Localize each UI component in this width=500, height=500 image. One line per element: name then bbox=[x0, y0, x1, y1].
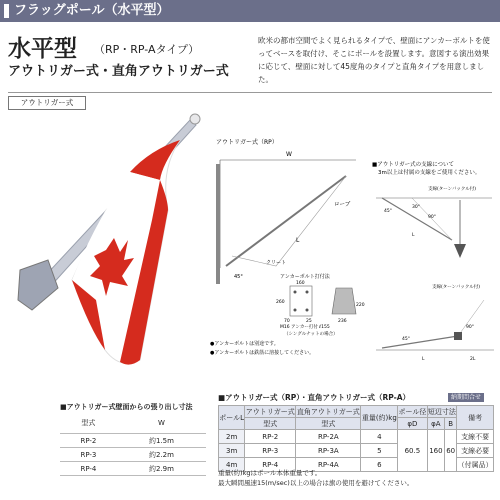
footnote-weight: 重量(約)kgはポール本体重量です。 bbox=[218, 469, 322, 477]
table-row bbox=[60, 434, 206, 448]
length-cell: 4m bbox=[219, 458, 245, 472]
footnote-wind: 最大瞬間風速15(m/sec)以上の場合は旗の使用を避けてください。 bbox=[218, 479, 414, 487]
guy-label-2: 支線(ターンバックル付) bbox=[432, 285, 480, 290]
overhang-col-w: W bbox=[117, 413, 206, 434]
page-title: 水平型 bbox=[8, 36, 77, 62]
overhang-col-model: 型式 bbox=[60, 413, 117, 434]
rp-model-cell: RP-2 bbox=[245, 430, 296, 444]
col-rp-model: 型式 bbox=[245, 418, 296, 430]
angle-45-label: 45° bbox=[234, 274, 243, 280]
2l-label: 2L bbox=[470, 357, 476, 362]
col-pole-dia: ポール径 bbox=[398, 407, 427, 416]
anchor-plate-front bbox=[290, 286, 312, 316]
col-a: φA bbox=[427, 418, 445, 430]
dim-25: 25 bbox=[306, 319, 312, 324]
wall-bracket bbox=[18, 260, 58, 310]
guy-label: 支線(ターンバックル付) bbox=[428, 187, 476, 192]
l-label: L bbox=[296, 237, 300, 244]
overhang-table-title: ■アウトリガー式壁面からの張り出し寸法 bbox=[60, 403, 193, 411]
angle-45-bottom: 45° bbox=[402, 337, 410, 342]
note-anchor-weld: ●アンカーボルトは鉄筋に溶接してください。 bbox=[210, 350, 315, 356]
dim-260: 260 bbox=[276, 300, 285, 305]
rp-model-cell: RP-3 bbox=[245, 444, 296, 458]
header-marker bbox=[4, 4, 9, 18]
a-cell: 160 bbox=[427, 430, 445, 472]
guy-wire-diagram bbox=[372, 160, 498, 370]
description-text: 欧米の都市空間でよく見られるタイプで、壁面にアンカーボルトを使ってベースを取付け、そこにポールを設置します。意図する演出効果に応じて、壁面に対して45度角のタイプと直角タイプを用意しました。 bbox=[258, 36, 490, 84]
spec-table-title: ■アウトリガー式（RP）・直角アウトリガー式（RP-A） bbox=[218, 393, 411, 402]
bolt-note-2: （シングルナットの場合） bbox=[284, 332, 338, 337]
l-label-top: L bbox=[412, 233, 415, 238]
rp-diagram-title: アウトリガー式（RP） bbox=[216, 139, 278, 146]
rope-label: ロープ bbox=[334, 202, 351, 208]
footnotes bbox=[218, 468, 494, 488]
col-base: 短辺寸法 bbox=[427, 407, 456, 416]
weight-cell: 4 bbox=[361, 430, 398, 444]
page-subtitle: （RP・RP-Aタイプ） bbox=[94, 43, 200, 56]
note-cell: 支線必要 bbox=[457, 444, 494, 458]
pole-finial bbox=[190, 114, 200, 124]
anchor-plate-side bbox=[332, 288, 356, 314]
spec-table bbox=[218, 405, 494, 472]
cleat-label: クリート bbox=[266, 260, 287, 266]
product-photo bbox=[10, 110, 210, 380]
bottom-guy bbox=[458, 300, 484, 336]
dim-160: 160 bbox=[296, 281, 305, 286]
b-cell: 60 bbox=[445, 430, 457, 472]
angle-45-top: 45° bbox=[384, 209, 392, 214]
col-rpa: 直角アウトリガー式 bbox=[296, 407, 360, 416]
bottom-pole bbox=[382, 336, 458, 348]
side-note-1: ■アウトリガー式の支線について bbox=[372, 162, 455, 168]
col-d: φD bbox=[398, 418, 427, 430]
bolt-hole bbox=[294, 309, 297, 312]
top-pole-bracket bbox=[454, 244, 466, 258]
dim-236: 236 bbox=[338, 319, 347, 324]
weight-cell: 5 bbox=[361, 444, 398, 458]
divider bbox=[8, 92, 492, 93]
rp-diagram bbox=[206, 138, 372, 358]
rp-model-cell: RP-4 bbox=[245, 458, 296, 472]
dim-70: 70 bbox=[284, 319, 290, 324]
outrigger-tag: アウトリガー式 bbox=[8, 96, 86, 110]
note-cell: （付属品） bbox=[457, 458, 494, 472]
weight-cell: 6 bbox=[361, 458, 398, 472]
rpa-model-cell: RP-4A bbox=[296, 458, 361, 472]
note-anchor-separate: ●アンカーボルトは別途です。 bbox=[210, 341, 279, 347]
bolt-hole bbox=[294, 291, 297, 294]
col-rp: アウトリガー式 bbox=[245, 407, 295, 416]
w-cell: 約2.2m bbox=[117, 448, 206, 462]
col-b: B bbox=[445, 418, 457, 430]
model-cell: RP-4 bbox=[60, 462, 117, 476]
d-cell: 60.5 bbox=[398, 430, 427, 472]
pole-line bbox=[226, 176, 346, 266]
angle-90-top: 90° bbox=[428, 215, 436, 220]
canada-flag bbox=[72, 140, 180, 365]
angle-90-bottom: 90° bbox=[466, 325, 474, 330]
anchor-title: アンカーボルト打付法 bbox=[280, 274, 330, 280]
w-label: W bbox=[286, 151, 292, 158]
length-cell: 3m bbox=[219, 444, 245, 458]
side-note-2: 3m以上は付属の支線をご使用ください。 bbox=[378, 170, 481, 176]
overhang-table bbox=[60, 413, 206, 476]
lead-time-badge: 納期問合せ bbox=[448, 393, 484, 402]
col-pole-length: ポールL bbox=[219, 406, 245, 430]
rpa-model-cell: RP-2A bbox=[296, 430, 361, 444]
bolt-hole bbox=[306, 291, 309, 294]
w-cell: 約1.5m bbox=[117, 434, 206, 448]
dim-220: 220 bbox=[356, 303, 365, 308]
wall bbox=[216, 164, 220, 284]
table-row bbox=[60, 462, 206, 476]
header-title: フラッグポール（水平型） bbox=[14, 3, 170, 18]
col-note: 備考 bbox=[457, 406, 494, 430]
col-weight: 重量(約)kg bbox=[361, 406, 398, 430]
model-cell: RP-2 bbox=[60, 434, 117, 448]
rpa-model-cell: RP-3A bbox=[296, 444, 361, 458]
l-label-bottom: L bbox=[422, 357, 425, 362]
bolt-hole bbox=[306, 309, 309, 312]
bottom-bracket bbox=[454, 332, 462, 340]
table-row bbox=[219, 430, 494, 444]
model-cell: RP-3 bbox=[60, 448, 117, 462]
w-cell: 約2.9m bbox=[117, 462, 206, 476]
table-row bbox=[60, 448, 206, 462]
col-rpa-model: 型式 bbox=[296, 418, 361, 430]
angle-30-top: 30° bbox=[412, 205, 420, 210]
type-line: アウトリガー式・直角アウトリガー式 bbox=[8, 64, 229, 79]
bolt-note: M16 アンカー打付 ℓ155 bbox=[280, 325, 330, 330]
length-cell: 2m bbox=[219, 430, 245, 444]
note-cell: 支線不要 bbox=[457, 430, 494, 444]
